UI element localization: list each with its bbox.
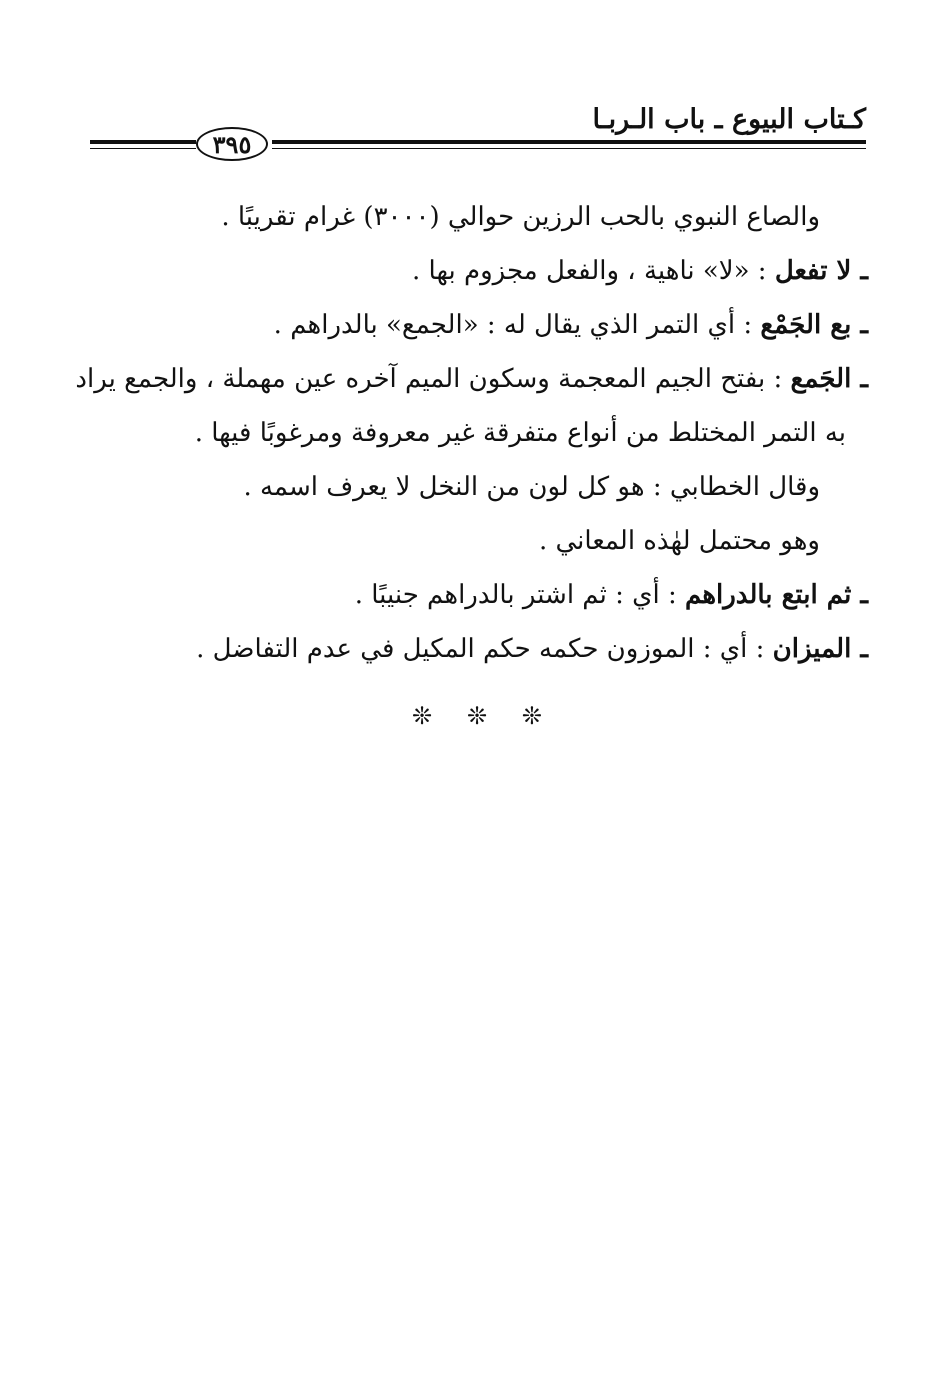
header-rule-left [90,140,196,144]
entry-dash: ـ [851,580,868,610]
asterism-icon: ❊ [521,702,542,730]
running-title: كـتاب البيوع ـ باب الـربـا [592,104,866,135]
gloss-entry [78,568,868,622]
paragraph: وقال الخطابي : هو كل لون من النخل لا يعرف اسمه . [243,472,820,502]
paragraph: وهو محتمل لهٰذه المعاني . [538,526,820,556]
gloss-text: : أي التمر الذي يقال له : «الجمع» بالدراهم . [273,310,761,340]
page-number: ٣٩٥ [196,127,268,161]
header-rule-left-thin [90,148,196,149]
text-line: والصاع النبوي بالحب الرزين حوالي (٣٠٠٠) غرام تقريبًا . [221,202,820,232]
asterism-icon: ❊ [466,702,488,730]
gloss-term: الميزان [772,634,852,664]
entry-dash: ـ [851,634,868,664]
gloss-text: : أي : الموزون حكمه حكم المكيل في عدم التفاضل . [196,634,773,664]
gloss-entry [78,244,868,298]
header-rule-right [272,140,866,144]
gloss-entry [75,352,868,406]
gloss-entry [78,622,868,676]
page-body [75,190,868,676]
gloss-term: ثم ابتع بالدراهم [685,580,852,610]
gloss-term: الجَمع [790,364,852,394]
gloss-entry [78,298,868,352]
gloss-continuation: به التمر المختلط من أنواع متفرقة غير معروفة ومرغوبًا فيها . [194,418,846,448]
gloss-term: بع الجَمْع [760,310,852,340]
gloss-term: لا تفعل [774,256,852,286]
entry-dash: ـ [851,256,868,286]
entry-dash: ـ [851,364,868,394]
asterism-icon: ❊ [412,702,433,730]
gloss-text: : «لا» ناهية ، والفعل مجزوم بها . [412,256,775,286]
gloss-text: : بفتح الجيم المعجمة وسكون الميم آخره عين مهملة ، والجمع يراد [75,364,791,394]
section-separator [412,702,542,730]
header-rule-right-thin [272,148,866,149]
entry-dash: ـ [851,310,868,340]
gloss-text: : أي : ثم اشتر بالدراهم جنيبًا . [354,580,686,610]
page-header [90,96,866,166]
